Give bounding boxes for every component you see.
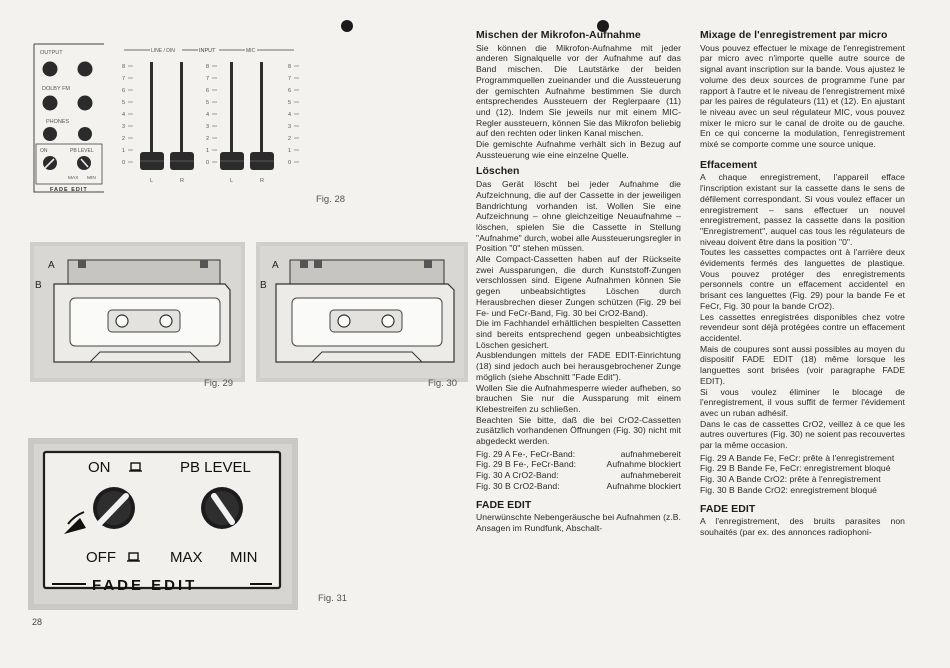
fig28-scale-tick: 1 bbox=[288, 148, 292, 154]
fig28-scale-tick: 4 bbox=[288, 112, 292, 118]
fig28-label-pb: PB LEVEL bbox=[70, 148, 94, 154]
fig28-scale-tick: 5 bbox=[206, 100, 210, 106]
de-erase-para-3: Die im Fachhandel erhältlichen bespielten Cassetten sind bereits entsprechend gegen unbeabsichtigtes Löschen gesichert. bbox=[476, 318, 681, 350]
fig28-scale-tick: 5 bbox=[288, 100, 292, 106]
de-fig-status-table bbox=[476, 449, 681, 492]
fig28-scale-tick: 8 bbox=[288, 64, 292, 70]
fig28-scale-tick: 2 bbox=[122, 136, 126, 142]
knob-dolby-l bbox=[43, 96, 58, 111]
fig28-label-mic: MIC bbox=[246, 48, 256, 54]
knob-output-l bbox=[43, 62, 58, 77]
fig29-label-b: B bbox=[35, 280, 42, 291]
fig31-label-pb: PB LEVEL bbox=[180, 459, 251, 476]
knob-phones-r bbox=[78, 127, 92, 141]
knob-output-r bbox=[78, 62, 93, 77]
fig28-scale-tick: 2 bbox=[206, 136, 210, 142]
fr-table-row: Fig. 30 B Bande CrO2: enregistrement bloqué bbox=[700, 484, 877, 495]
figure-29 bbox=[30, 242, 245, 382]
french-column bbox=[700, 30, 905, 538]
fr-erase-para-6: Dans le cas de cassettes CrO2, veillez à ce que les autres ouvertures (Fig. 30) ne soient pas recouvertes par la même occasion. bbox=[700, 418, 905, 451]
fig28-scale-tick: 4 bbox=[206, 112, 210, 118]
fig28-channel-label: R bbox=[180, 178, 184, 184]
fig28-scale-tick: 7 bbox=[122, 76, 126, 82]
de-table-cell: Aufnahme blockiert bbox=[606, 480, 681, 491]
fig28-scale-tick: 3 bbox=[288, 124, 292, 130]
fig31-label-on: ON bbox=[88, 459, 111, 476]
fig28-scale-tick: 5 bbox=[122, 100, 126, 106]
fig28-scale-tick: 1 bbox=[122, 148, 126, 154]
de-erase-para-4: Ausblendungen mittels der FADE EDIT-Einrichtung (18) sind jedoch auch bei herausgebrochener Zunge möglich (siehe Abschnitt "Fade Edit"). bbox=[476, 350, 681, 382]
de-table-cell: aufnahmebereit bbox=[620, 448, 681, 459]
fr-erase-para-1: A chaque enregistrement, l'appareil efface l'inscription existant sur la cassette dans le sens de défilement correspondant. Si vous voulez effacer un enregistrement – sans effectuer un nouvel enregistrement, passez la cassette dans la position "Enregistrement", auquel cas tous les régulateurs de niveau doivent être dans la position "0". bbox=[700, 172, 905, 247]
de-table-cell: Fig. 29 A Fe-, FeCr-Band: bbox=[476, 448, 576, 459]
fig28-channel-label: R bbox=[260, 178, 264, 184]
fr-erase-para-3: Les cassettes enregistrées disponibles chez votre revendeur sont déjà protégées contre un effacement accidentel. bbox=[700, 311, 905, 343]
fig28-label-on: ON bbox=[40, 148, 48, 154]
knob-dolby-r bbox=[78, 96, 93, 111]
de-table-cell: aufnahmebereit bbox=[620, 470, 681, 481]
fig28-scale-tick: 2 bbox=[288, 136, 292, 142]
fr-erase-para-4: Mais de coupures sont aussi possibles au moyen du dispositif FADE EDIT (18) même lorsque les languettes sont brisées (voir paragraphe FADE EDIT). bbox=[700, 343, 905, 386]
fr-heading-erase: Effacement bbox=[700, 158, 758, 171]
figure-31 bbox=[28, 438, 298, 610]
fr-fig-status-list bbox=[700, 453, 905, 496]
de-heading-erase: Löschen bbox=[476, 165, 520, 178]
fig31-label-off: OFF bbox=[86, 549, 116, 566]
fr-erase-para-5: Si vous voulez éliminer le blocage de l'enregistrement, il vous suffit de fermer l'évidement avec un ruban adhésif. bbox=[700, 386, 905, 418]
fr-mixing-para-1: Vous pouvez effectuer le mixage de l'enregistrement par micro avec n'importe quelle autre source de signal avant inscription sur la bande. Vous ajustez le volume des deux sources de programme l'une par rapport à l'autre et le niveau de l'enregistrement mixé par les paires de régulateurs (11) et (12). En ajustant le niveau avec un seul régulateur MIC, vous pouvez mixer le micro sur le canal de droite ou de gauche. En ce qui concerne la modulation, l'enregistrement mixé se comporte comme une source unique. bbox=[700, 42, 905, 150]
fig28-scale-tick: 8 bbox=[206, 64, 210, 70]
fig28-scale-tick: 7 bbox=[288, 76, 292, 82]
fig30-label-a: A bbox=[272, 260, 279, 271]
de-mixing-para-1: Sie können die Mikrofon-Aufnahme mit jeder anderen Signalquelle vor der Aufnahme auf das Band mischen. Die Lautstärke der beiden Programmquellen zueinander und die Aussteuerung der gemischten Aufnahme bestimmen Sie durch entsprechendes Aussteuern der Reglerpaare (11) und (12). Indem Sie jeweils nur mit einem MIC-Regler aussteuern, können Sie das Mikrofon beliebig auf den rechten oder linken Kanal mischen. bbox=[476, 42, 681, 139]
fr-table-row: Fig. 29 A Bande Fe, FeCr: prête à l'enregistrement bbox=[700, 452, 895, 463]
german-column bbox=[476, 30, 681, 534]
fig28-scale-tick: 8 bbox=[122, 64, 126, 70]
de-mixing-para-2: Die gemischte Aufnahme verhält sich in Bezug auf Aussteuerung wie eine einzelne Quelle. bbox=[476, 139, 681, 160]
fig28-channel-label: L bbox=[230, 178, 234, 184]
fr-fade-para-1: A l'enregistrement, des bruits parasites non souhaités (par ex. des annonces radiophoni- bbox=[700, 516, 905, 537]
de-erase-para-1: Das Gerät löscht bei jeder Aufnahme die Aufzeichnung, die auf der Cassette in der jeweiligen Bandrichtung vorhanden ist. Wollen Sie eine Aufzeichnung – ohne gleichzeitige Neuaufnahme – löschen, spielen Sie die Cassette in Stellung "Aufnahme" durch, wobei alle Aussteuerungsregler in Position "0" stehen müssen. bbox=[476, 179, 681, 254]
fig28-scale-tick: 6 bbox=[288, 88, 292, 94]
fig31-label-max: MAX bbox=[170, 549, 203, 566]
fig28-label-dolby: DOLBY FM bbox=[42, 86, 71, 92]
fig30-caption: Fig. 30 bbox=[428, 378, 458, 389]
fig28-label-fade: FADE EDIT bbox=[50, 187, 88, 193]
fig28-label-line: LINE / DIN bbox=[151, 48, 175, 54]
fig28-scale-tick: 0 bbox=[206, 160, 210, 166]
fig28-scale-tick: 6 bbox=[122, 88, 126, 94]
page-number: 28 bbox=[32, 617, 43, 627]
fig29-label-a: A bbox=[48, 260, 55, 271]
fig28-scale-tick: 0 bbox=[288, 160, 292, 166]
fig28-label-phones: PHONES bbox=[46, 119, 70, 125]
fig30-label-b: B bbox=[260, 280, 267, 291]
fig28-control-panel-drawing bbox=[32, 40, 322, 200]
fig28-label-output: OUTPUT bbox=[40, 50, 63, 56]
binder-hole-left bbox=[341, 20, 353, 32]
de-erase-para-6: Beachten Sie bitte, daß die bei CrO2-Cassetten zusätzlich vorhandenen Öffnungen (Fig. 30) nicht mit abgedeckt werden. bbox=[476, 414, 681, 447]
de-table-cell: Fig. 30 B CrO2-Band: bbox=[476, 480, 560, 491]
de-heading-mixing: Mischen der Mikrofon-Aufnahme bbox=[476, 29, 641, 41]
knob-phones-l bbox=[43, 127, 57, 141]
de-erase-para-5: Wollen Sie die Aufnahmesperre wieder aufheben, so brauchen Sie nur die Aussparung mit einem Klebestreifen zu schließen. bbox=[476, 382, 681, 414]
fig28-scale-tick: 3 bbox=[206, 124, 210, 130]
fig31-label-fade: FADE EDIT bbox=[92, 577, 198, 594]
fig29-caption: Fig. 29 bbox=[204, 378, 234, 389]
fig28-caption: Fig. 28 bbox=[316, 194, 346, 205]
fig28-scale-tick: 6 bbox=[206, 88, 210, 94]
de-table-cell: Aufnahme blockiert bbox=[606, 459, 681, 470]
fig28-label-input: INPUT bbox=[199, 48, 216, 54]
fig31-caption: Fig. 31 bbox=[318, 593, 348, 604]
de-fade-para-1: Unerwünschte Nebengeräusche bei Aufnahmen (z.B. Ansagen im Rundfunk, Abschalt- bbox=[476, 512, 681, 533]
fig31-label-min: MIN bbox=[230, 549, 258, 566]
fig28-label-min: MIN bbox=[87, 176, 96, 181]
fr-heading-mixing: Mixage de l'enregistrement par micro bbox=[700, 29, 888, 41]
figure-28 bbox=[32, 40, 322, 200]
fig28-scale-tick: 1 bbox=[206, 148, 210, 154]
fig28-scale-tick: 3 bbox=[122, 124, 126, 130]
fig31-fade-edit-drawing bbox=[28, 438, 298, 610]
fig28-scale-tick: 0 bbox=[122, 160, 126, 166]
fr-erase-para-2: Toutes les cassettes compactes ont à l'arrière deux évidements fermés des languettes de plastique. Vous pouvez protéger des enregistrements personnels contre un effacement accidentel en brisant ces languettes (Fig. 29) pour la bande Fe et FeCr, Fig. 30 pour la bande CrO2). bbox=[700, 247, 905, 311]
fig28-scale-tick: 7 bbox=[206, 76, 210, 82]
fig30-cassette-drawing bbox=[256, 242, 468, 382]
de-heading-fade-edit: FADE EDIT bbox=[476, 498, 532, 511]
de-erase-para-2: Alle Compact-Cassetten haben auf der Rückseite zwei Aussparungen, die durch Kunststoff-Zungen verschlossen sind. Eigene Aufnahmen können Sie gegen unbeabsichtigtes Löschen durch Herausbrechen dieser Zungen schützen (Fig. 29 bei Fe- und FeCr-Band, Fig. 30 bei CrO2-Band). bbox=[476, 254, 681, 318]
fig28-channel-label: L bbox=[150, 178, 154, 184]
de-table-cell: Fig. 30 A CrO2-Band: bbox=[476, 470, 559, 481]
de-table-cell: Fig. 29 B Fe-, FeCr-Band: bbox=[476, 459, 577, 470]
fr-table-row: Fig. 30 A Bande CrO2: prête à l'enregistrement bbox=[700, 474, 881, 485]
fig29-cassette-drawing bbox=[30, 242, 245, 382]
figure-30 bbox=[256, 242, 468, 382]
fr-heading-fade-edit: FADE EDIT bbox=[700, 502, 756, 515]
fr-table-row: Fig. 29 B Bande Fe, FeCr: enregistrement bloqué bbox=[700, 463, 891, 474]
fig28-scale-tick: 4 bbox=[122, 112, 126, 118]
fig28-label-max: MAX bbox=[68, 176, 79, 181]
